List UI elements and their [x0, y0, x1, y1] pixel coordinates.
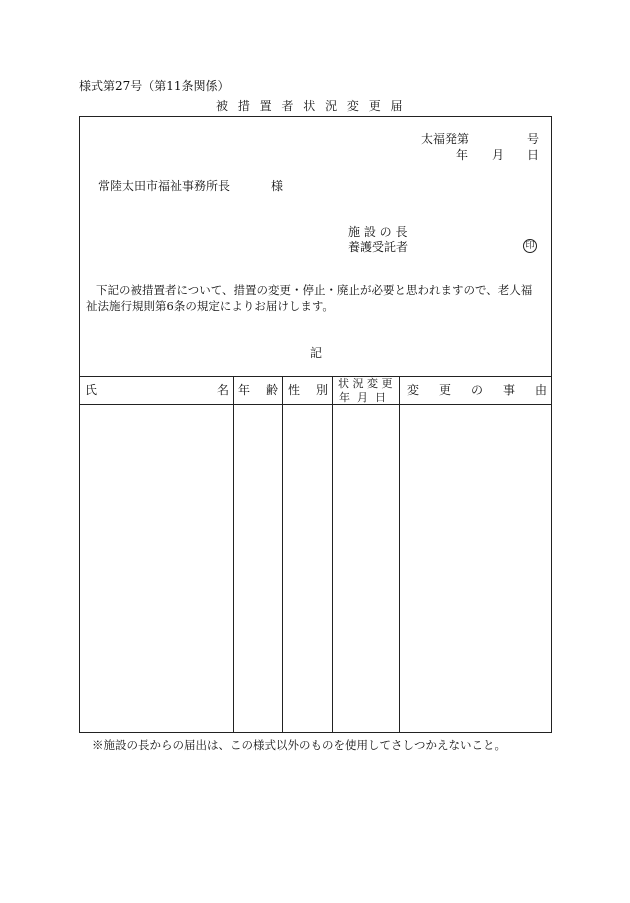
addressee-honorific: 様	[271, 179, 284, 193]
header-name-part-2: 名	[217, 383, 230, 397]
issue-date-day: 日	[527, 148, 540, 162]
header-sex-part-1: 性	[288, 383, 301, 397]
header-reason	[407, 384, 547, 396]
issue-number-prefix: 太福発第	[421, 132, 470, 146]
seal-mark: 印	[523, 239, 537, 253]
column-divider-name-age	[233, 376, 234, 732]
header-age-part-1: 年	[238, 383, 251, 397]
issue-number-suffix: 号	[527, 132, 540, 146]
sender-care-trustee: 養護受託者	[348, 240, 409, 254]
header-age-part-2: 齢	[266, 383, 279, 397]
table-header-bottom-border	[80, 404, 551, 405]
footnote: ※施設の長からの届出は、この様式以外のものを使用してさしつかえないこと。	[92, 738, 506, 752]
header-reason-char: 由	[534, 383, 547, 397]
column-divider-date-reason	[399, 376, 400, 732]
ki-label: 記	[310, 346, 323, 360]
header-name-part-1: 氏	[85, 383, 98, 397]
header-reason-char: 変	[407, 383, 420, 397]
form-title: 被 措 置 者 状 況 変 更 届	[216, 99, 406, 113]
header-change-date: 年 月 日	[339, 391, 386, 404]
header-reason-char: 事	[502, 383, 515, 397]
issue-date-year: 年	[456, 148, 469, 162]
header-reason-char: の	[470, 383, 483, 397]
table-header-top-border	[80, 376, 551, 377]
form-box	[79, 116, 552, 733]
header-status-change: 状 況 変 更	[338, 377, 393, 390]
header-reason-char: 更	[438, 383, 451, 397]
column-divider-age-sex	[282, 376, 283, 732]
sender-facility-head: 施 設 の 長	[348, 225, 408, 239]
addressee-name: 常陸太田市福祉事務所長	[98, 179, 231, 193]
body-text-line-2: 祉法施行規則第6条の規定によりお届けします。	[86, 299, 334, 313]
issue-date-month: 月	[492, 148, 505, 162]
header-sex-part-2: 別	[316, 383, 329, 397]
column-divider-sex-date	[332, 376, 333, 732]
body-text-line-1: 下記の被措置者について、措置の変更・停止・廃止が必要と思われますので、老人福	[96, 283, 533, 297]
form-number: 様式第27号（第11条関係）	[79, 79, 230, 93]
